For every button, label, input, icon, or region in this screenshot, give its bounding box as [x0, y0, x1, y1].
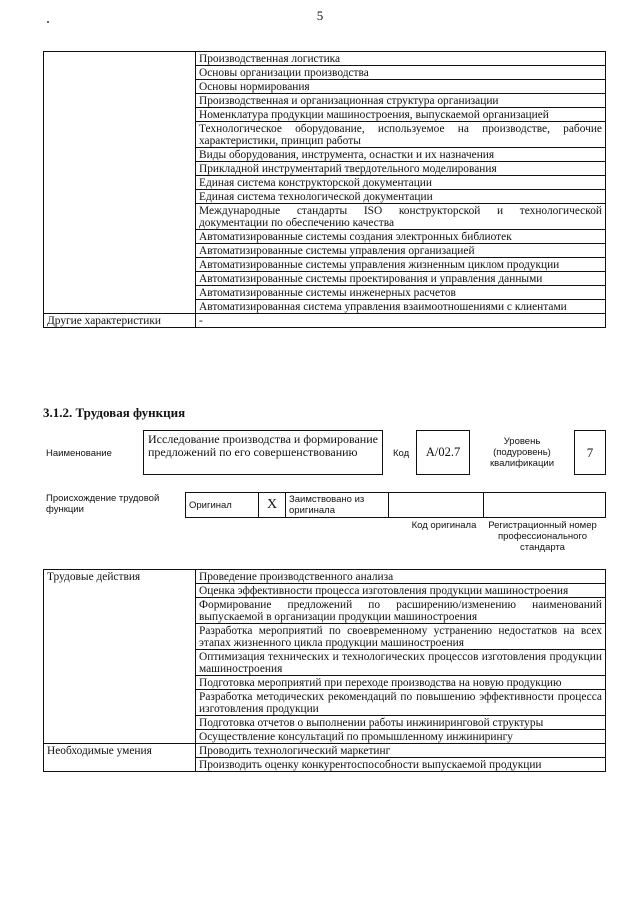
table-row [44, 52, 606, 66]
code-original-cell [389, 493, 484, 518]
origin-row [185, 492, 606, 518]
row-text: Производственная и организационная структура организации [196, 94, 606, 108]
other-characteristics-value: - [196, 314, 606, 328]
row-text: Производить оценку конкурентоспособности выпускаемой продукции [196, 758, 606, 772]
section-title: 3.1.2. Трудовая функция [43, 405, 186, 420]
row-text: Подготовка отчетов о выполнении работы инжиниринговой структуры [196, 716, 606, 730]
row-text: Единая система конструкторской документации [196, 176, 606, 190]
knowledge-label-cell [44, 52, 196, 314]
level-box: 7 [574, 430, 606, 475]
name-label: Наименование [46, 448, 112, 459]
row-text: Проводить технологический маркетинг [196, 744, 606, 758]
row-text: Осуществление консультаций по промышленному инжинирингу [196, 730, 606, 744]
knowledge-table [43, 51, 606, 328]
reg-number-label: Регистрационный номер профессионального стандарта [488, 520, 597, 553]
scan-speck [47, 21, 49, 23]
row-text: Оценка эффективности процесса изготовления продукции машиностроения [196, 584, 606, 598]
row-text: Основы нормирования [196, 80, 606, 94]
actions-label-cell: Трудовые действия [44, 570, 196, 744]
row-text: Разработка методических рекомендаций по повышению эффективности процесса изготовления продукции [196, 690, 606, 716]
row-text: Оптимизация технических и технологических процессов изготовления продукции машиностроения [196, 650, 606, 676]
original-label: Оригинал [186, 493, 259, 518]
reg-number-cell [484, 493, 606, 518]
table-row [44, 744, 606, 758]
row-text: Прикладной инструментарий твердотельного моделирования [196, 162, 606, 176]
function-name-box: Исследование производства и формирование предложений по его совершенствованию [143, 430, 383, 475]
row-text: Разработка мероприятий по своевременному устранению недостатков на всех этапах жизненного цикла продукции машиностроения [196, 624, 606, 650]
row-text: Производственная логистика [196, 52, 606, 66]
row-text: Единая система технологической документации [196, 190, 606, 204]
other-characteristics-label: Другие характеристики [44, 314, 196, 328]
code-original-label: Код оригинала [411, 520, 477, 531]
table-row [44, 570, 606, 584]
function-table [43, 569, 606, 772]
row-text: Автоматизированные системы проектирования и управления данными [196, 272, 606, 286]
row-text: Автоматизированные системы управления жизненным циклом продукции [196, 258, 606, 272]
row-text: Основы организации производства [196, 66, 606, 80]
row-text: Номенклатура продукции машиностроения, выпускаемой организацией [196, 108, 606, 122]
original-mark: X [259, 493, 286, 518]
row-text: Автоматизированные системы инженерных расчетов [196, 286, 606, 300]
row-text: Автоматизированные системы создания электронных библиотек [196, 230, 606, 244]
row-text: Автоматизированная система управления взаимоотношениями с клиентами [196, 300, 606, 314]
page-number: 5 [316, 8, 324, 23]
row-text: Автоматизированные системы управления организацией [196, 244, 606, 258]
row-text: Подготовка мероприятий при переходе производства на новую продукцию [196, 676, 606, 690]
row-text: Проведение производственного анализа [196, 570, 606, 584]
row-text: Виды оборудования, инструмента, оснастки и их назначения [196, 148, 606, 162]
row-text: Формирование предложений по расширению/изменению наименований выпускаемой в организации продукции машиностроения [196, 598, 606, 624]
row-text: Технологическое оборудование, используемое на производстве, рабочие характеристики, принцип работы [196, 122, 606, 148]
level-label: Уровень (подуровень) квалификации [489, 436, 555, 469]
origin-label: Происхождение трудовой функции [46, 493, 160, 515]
row-text: Международные стандарты ISO конструкторской и технологической документации по обеспечению качества [196, 204, 606, 230]
table-row [44, 314, 606, 328]
borrowed-label: Заимствовано из оригинала [286, 493, 389, 518]
function-code-box: A/02.7 [416, 430, 470, 475]
skills-label-cell: Необходимые умения [44, 744, 196, 772]
code-label: Код [393, 448, 410, 459]
